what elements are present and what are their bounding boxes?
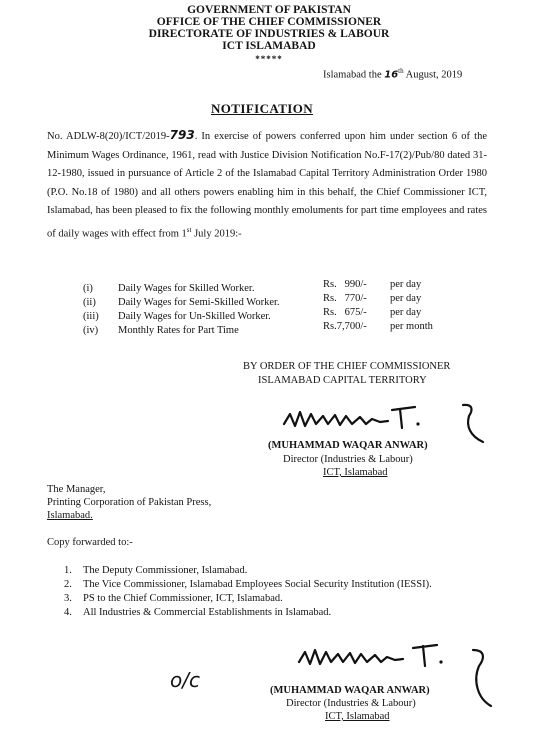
date-suffix: th [398, 67, 404, 75]
by-order-line-1: BY ORDER OF THE CHIEF COMMISSIONER [243, 361, 451, 372]
notification-body [47, 126, 487, 244]
signatory-name-2: (MUHAMMAD WAQAR ANWAR) [270, 685, 430, 696]
date-prefix: Islamabad the [323, 69, 382, 81]
wage-row-num: (iii) [83, 311, 99, 322]
wage-row-label: Daily Wages for Un-Skilled Worker. [118, 311, 271, 322]
date-day-handwritten: 16 [384, 69, 399, 81]
wage-row-label: Daily Wages for Skilled Worker. [118, 283, 255, 294]
signatory-place-2 [325, 711, 390, 722]
wage-row-amount: Rs.7,700/- [323, 321, 367, 332]
signatory-designation-2: Director (Industries & Labour) [286, 698, 416, 709]
copy-forwarded-heading: Copy forwarded to:- [47, 537, 133, 548]
wage-row-label: Daily Wages for Semi-Skilled Worker. [118, 297, 280, 308]
body-text: . In exercise of powers conferred upon him under section 6 of the Minimum Wages Ordinance, 1961, read with Justice Division Notification No.F-17(2)/Pub/80 dated 31-12-1980, issued in pursuance of Article 2 of the Islamabad Capital Territory Administration Order 1980 (P.O. No.18 of 1980) and all others powers enabling him in this behalf, the Chief Commissioner ICT, Islamabad, has been pleased to fix the following monthly emoluments for part time employees and rates of daily wages with effect from 1 [47, 131, 487, 239]
wage-row-num: (ii) [83, 297, 96, 308]
reference-number: No. ADLW-8(20)/ICT/2019- [47, 131, 170, 142]
body-text-end: July 2019:- [191, 228, 242, 239]
signatory-place-1-text: ICT, Islamabad [323, 467, 388, 478]
letterhead-line-4: ICT ISLAMABAD [222, 40, 316, 52]
body-sup: st [186, 225, 192, 234]
addressee-line-2: Printing Corporation of Pakistan Press, [47, 497, 212, 508]
copy-item-text: The Deputy Commissioner, Islamabad. [83, 565, 248, 576]
letterhead-line-3: DIRECTORATE OF INDUSTRIES & LABOUR [148, 28, 390, 40]
signatory-name-1: (MUHAMMAD WAQAR ANWAR) [268, 440, 428, 451]
wage-row-amount: Rs. 990/- [323, 279, 367, 290]
signatory-place-2-text: ICT, Islamabad [325, 711, 390, 722]
letterhead-line-2: OFFICE OF THE CHIEF COMMISSIONER [156, 16, 382, 28]
wage-row-num: (i) [83, 283, 93, 294]
addressee-line-1: The Manager, [47, 484, 106, 495]
addressee-city: Islamabad. [47, 510, 93, 521]
copy-item-text: The Vice Commissioner, Islamabad Employees Social Security Institution (IESSI). [83, 579, 432, 590]
wage-row-amount: Rs. 675/- [323, 307, 367, 318]
wage-row-label: Monthly Rates for Part Time [118, 325, 239, 336]
notification-date [323, 67, 462, 81]
notification-title: NOTIFICATION [211, 101, 314, 116]
addressee-line-3 [47, 510, 93, 521]
by-order-line-2: ISLAMABAD CAPITAL TERRITORY [258, 375, 427, 386]
copy-item-number: 1. [64, 565, 72, 576]
reference-handwritten-number: 793 [169, 128, 195, 142]
copy-item-number: 3. [64, 593, 72, 604]
copy-item-text: PS to the Chief Commissioner, ICT, Islamabad. [83, 593, 283, 604]
copy-item-number: 4. [64, 607, 72, 618]
date-rest: August, 2019 [405, 69, 463, 81]
copy-item-number: 2. [64, 579, 72, 590]
oc-handwritten-mark: o/c [170, 668, 200, 692]
wage-row-num: (iv) [83, 325, 99, 336]
letterhead-line-1: GOVERNMENT OF PAKISTAN [187, 4, 351, 16]
signatory-designation-1: Director (Industries & Labour) [283, 454, 413, 465]
wage-row-unit: per day [390, 307, 422, 318]
letterhead-stars: ***** [255, 54, 283, 64]
wage-row-unit: per day [390, 279, 422, 290]
wage-row-amount: Rs. 770/- [323, 293, 367, 304]
wage-row-unit: per day [390, 293, 422, 304]
copy-item-text: All Industries & Commercial Establishments in Islamabad. [83, 607, 332, 618]
signatory-place-1 [323, 467, 388, 478]
wage-row-unit: per month [390, 321, 433, 332]
